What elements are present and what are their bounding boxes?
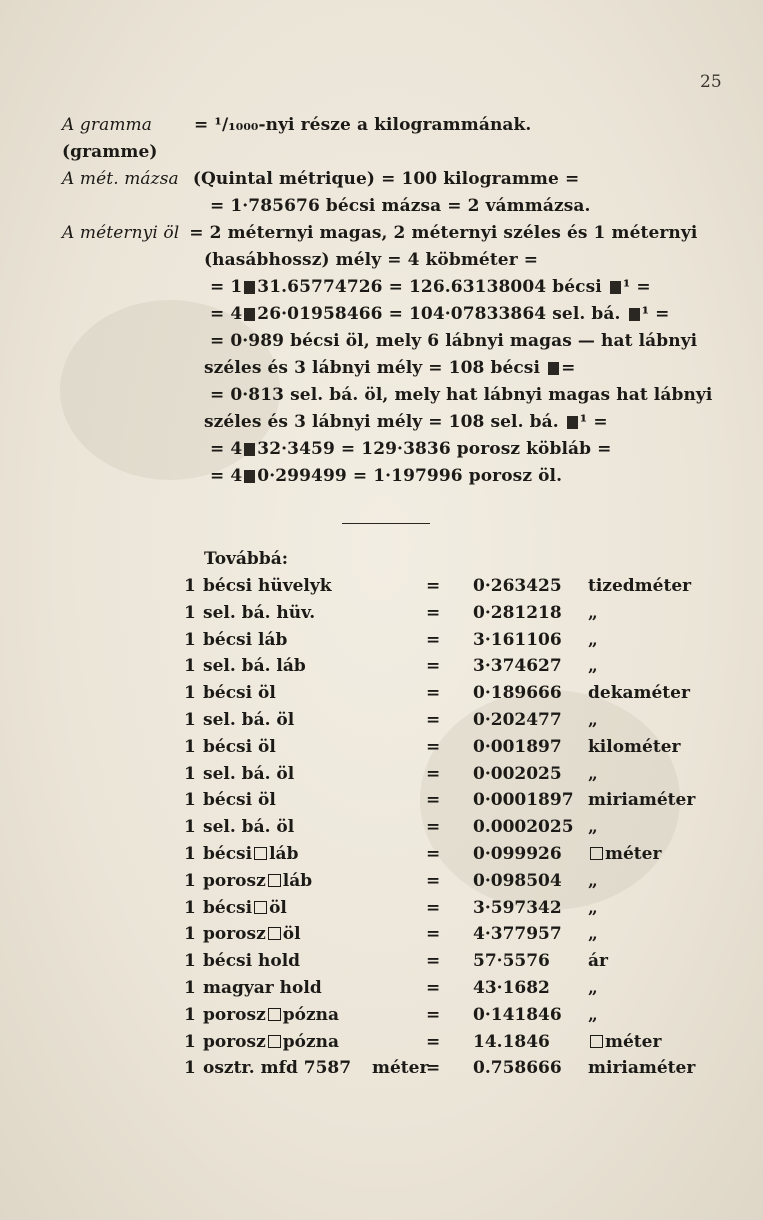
table-row <box>0 656 763 682</box>
cube-symbol-icon <box>244 308 255 321</box>
table-row <box>0 737 763 763</box>
row-unit-name: sel. bá. öl <box>203 817 295 838</box>
row-value: 0·202477 <box>473 710 562 730</box>
text-line <box>204 357 575 379</box>
table-row <box>0 871 763 897</box>
row-value: 0·098504 <box>473 870 562 891</box>
row-value: 0·001897 <box>473 736 562 757</box>
page-number: 25 <box>700 72 722 92</box>
row-quantity: 1 <box>184 844 196 864</box>
row-value: 0·141846 <box>473 1004 562 1025</box>
row-unit-name: sel. bá. hüv. <box>203 602 316 623</box>
square-symbol-icon <box>268 1035 281 1048</box>
row-target-unit: „ <box>588 656 598 677</box>
row-unit-name: sel. bá. öl <box>203 763 295 784</box>
row-unit-name: magyar hold <box>203 978 322 998</box>
row-value: 43·1682 <box>473 978 550 998</box>
text-line <box>62 141 158 163</box>
row-unit-name: bécsi öl <box>203 790 276 811</box>
row-unit-name: porosz láb <box>203 870 313 891</box>
definition: = 1·785676 bécsi mázsa = 2 vámmázsa. <box>210 196 591 216</box>
row-target-unit: „ <box>588 1004 598 1025</box>
definition: 32·3459 = 129·3836 porosz köbláb = <box>257 439 612 459</box>
row-quantity: 1 <box>184 710 196 730</box>
equals-sign: = <box>426 576 441 596</box>
text-line <box>210 438 612 460</box>
equals-sign: = <box>426 763 441 784</box>
table-row <box>0 683 763 709</box>
equals-sign: = <box>426 844 441 864</box>
row-unit-name: bécsi öl <box>203 736 276 757</box>
row-unit-name: bécsi láb <box>203 844 299 864</box>
row-value: 14.1846 <box>473 1031 550 1052</box>
table-row <box>0 1058 763 1084</box>
definition: = 2 méternyi magas, 2 méternyi széles és 1 méternyi <box>189 223 698 243</box>
table-row <box>0 924 763 950</box>
row-unit-name: bécsi hold <box>203 951 301 972</box>
row-value: 0.0002025 <box>473 817 574 838</box>
row-target-unit: „ <box>588 710 598 730</box>
row-quantity: 1 <box>184 602 196 623</box>
row-quantity: 1 <box>184 1031 196 1052</box>
equals-sign: = <box>426 736 441 757</box>
row-value: 3·374627 <box>473 656 562 677</box>
definition: (gramme) <box>62 142 158 162</box>
square-symbol-icon <box>268 927 281 940</box>
row-quantity: 1 <box>184 924 196 945</box>
table-row <box>0 790 763 816</box>
row-quantity: 1 <box>184 897 196 918</box>
cube-symbol-icon <box>567 416 578 429</box>
cube-symbol-icon <box>548 362 559 375</box>
row-quantity: 1 <box>184 1058 196 1079</box>
row-value: 0·263425 <box>473 576 562 596</box>
table-row <box>0 764 763 790</box>
row-target-unit: „ <box>588 978 598 998</box>
row-unit-name: bécsi hüvelyk <box>203 576 332 596</box>
table-title: Továbbá: <box>204 549 288 569</box>
definition: 26·01958466 = 104·07833864 sel. bá. <box>257 304 621 324</box>
row-target-unit: méter <box>588 844 661 864</box>
equals-sign: = <box>426 817 441 838</box>
row-value: 57·5576 <box>473 951 550 972</box>
text-line <box>210 384 712 406</box>
square-symbol-icon <box>268 874 281 887</box>
table-row <box>0 898 763 924</box>
row-quantity: 1 <box>184 763 196 784</box>
equals-sign: = <box>426 710 441 730</box>
row-unit-name: porosz öl <box>203 924 301 945</box>
equals-sign: = <box>426 897 441 918</box>
square-symbol-icon <box>590 847 603 860</box>
definition: = 4 <box>210 304 243 324</box>
row-value: 4·377957 <box>473 924 562 945</box>
text-line <box>62 168 579 190</box>
definition: = 0·989 bécsi öl, mely 6 lábnyi magas — hat lábnyi <box>210 331 698 351</box>
equals-sign: = <box>426 1031 441 1052</box>
table-row <box>0 630 763 656</box>
row-quantity: 1 <box>184 576 196 596</box>
row-quantity: 1 <box>184 629 196 650</box>
equals-sign: = <box>426 602 441 623</box>
row-target-unit: „ <box>588 817 598 838</box>
section-divider <box>342 523 430 524</box>
row-target-unit: „ <box>588 897 598 918</box>
definition: széles és 3 lábnyi mély = 108 sel. bá. <box>204 412 559 432</box>
row-quantity: 1 <box>184 817 196 838</box>
row-value: 0·002025 <box>473 763 562 784</box>
table-row <box>0 1005 763 1031</box>
table-row <box>0 978 763 1004</box>
row-extra: méter <box>372 1058 429 1079</box>
table-row <box>0 844 763 870</box>
row-target-unit: „ <box>588 629 598 650</box>
row-unit-name: osztr. mfd 7587 <box>203 1058 352 1079</box>
definition: 31.65774726 = 126.63138004 bécsi <box>257 277 602 297</box>
cube-symbol-icon <box>629 308 640 321</box>
row-quantity: 1 <box>184 683 196 704</box>
equals-sign: = <box>426 978 441 998</box>
row-target-unit: dekaméter <box>588 683 690 704</box>
table-row <box>0 710 763 736</box>
definition: ¹ = <box>579 412 608 432</box>
table-row <box>0 603 763 629</box>
equals-sign: = <box>426 1004 441 1025</box>
term: A mét. mázsa <box>62 169 179 189</box>
row-value: 0·281218 <box>473 602 562 623</box>
text-line <box>210 276 651 298</box>
definition: = 1 <box>210 277 243 297</box>
text-line <box>204 249 538 271</box>
definition: ¹ = <box>641 304 670 324</box>
definition: = ¹/₁₀₀₀-nyi része a kilogrammának. <box>194 115 532 135</box>
text-line <box>62 114 531 136</box>
row-target-unit: „ <box>588 924 598 945</box>
term: A gramma <box>62 115 153 135</box>
definition: = <box>561 358 576 378</box>
text-line <box>210 303 670 325</box>
text-line <box>210 330 697 352</box>
equals-sign: = <box>426 656 441 677</box>
row-quantity: 1 <box>184 870 196 891</box>
row-value: 3·161106 <box>473 629 562 650</box>
square-symbol-icon <box>268 1008 281 1021</box>
definition: = 4 <box>210 466 243 486</box>
equals-sign: = <box>426 683 441 704</box>
equals-sign: = <box>426 790 441 811</box>
row-unit-name: porosz pózna <box>203 1031 340 1052</box>
row-value: 0·0001897 <box>473 790 574 811</box>
row-unit-name: bécsi láb <box>203 629 288 650</box>
row-value: 0·189666 <box>473 683 562 704</box>
cube-symbol-icon <box>244 281 255 294</box>
definition: 0·299499 = 1·197996 porosz öl. <box>257 466 563 486</box>
row-unit-name: sel. bá. öl <box>203 710 295 730</box>
definition: = 4 <box>210 439 243 459</box>
row-value: 0·099926 <box>473 844 562 864</box>
text-line <box>210 195 591 217</box>
cube-symbol-icon <box>244 443 255 456</box>
text-line <box>62 222 697 244</box>
square-symbol-icon <box>590 1035 603 1048</box>
square-symbol-icon <box>254 847 267 860</box>
row-quantity: 1 <box>184 978 196 998</box>
text-line <box>204 411 608 433</box>
definition: (hasábhossz) mély = 4 köbméter = <box>204 250 539 270</box>
row-quantity: 1 <box>184 790 196 811</box>
equals-sign: = <box>426 629 441 650</box>
row-target-unit: tizedméter <box>588 576 692 596</box>
row-quantity: 1 <box>184 656 196 677</box>
row-quantity: 1 <box>184 736 196 757</box>
row-target-unit: „ <box>588 602 598 623</box>
term: A méternyi öl <box>62 223 180 243</box>
table-row <box>0 576 763 602</box>
table-row <box>0 817 763 843</box>
row-target-unit: „ <box>588 870 598 891</box>
row-unit-name: porosz pózna <box>203 1004 340 1025</box>
cube-symbol-icon <box>244 470 255 483</box>
table-row <box>0 1032 763 1058</box>
row-value: 0.758666 <box>473 1058 562 1079</box>
definition: széles és 3 lábnyi mély = 108 bécsi <box>204 358 541 378</box>
row-quantity: 1 <box>184 1004 196 1025</box>
row-target-unit: miriaméter <box>588 1058 696 1079</box>
equals-sign: = <box>426 1058 441 1079</box>
definition: (Quintal métrique) = 100 kilogramme = <box>192 169 580 189</box>
cube-symbol-icon <box>610 281 621 294</box>
row-target-unit: méter <box>588 1032 661 1052</box>
row-target-unit: „ <box>588 763 598 784</box>
definition: ¹ = <box>622 277 651 297</box>
row-value: 3·597342 <box>473 897 562 918</box>
text-line <box>210 465 562 487</box>
equals-sign: = <box>426 951 441 972</box>
table-row <box>0 951 763 977</box>
definition: = 0·813 sel. bá. öl, mely hat lábnyi magas hat lábnyi <box>210 385 713 405</box>
row-unit-name: sel. bá. láb <box>203 656 306 677</box>
equals-sign: = <box>426 924 441 945</box>
row-target-unit: ár <box>588 951 608 972</box>
row-target-unit: kilométer <box>588 736 681 757</box>
row-target-unit: miriaméter <box>588 790 696 811</box>
row-quantity: 1 <box>184 951 196 972</box>
row-unit-name: bécsi öl <box>203 683 276 704</box>
square-symbol-icon <box>254 901 267 914</box>
row-unit-name: bécsi öl <box>203 897 287 918</box>
equals-sign: = <box>426 870 441 891</box>
